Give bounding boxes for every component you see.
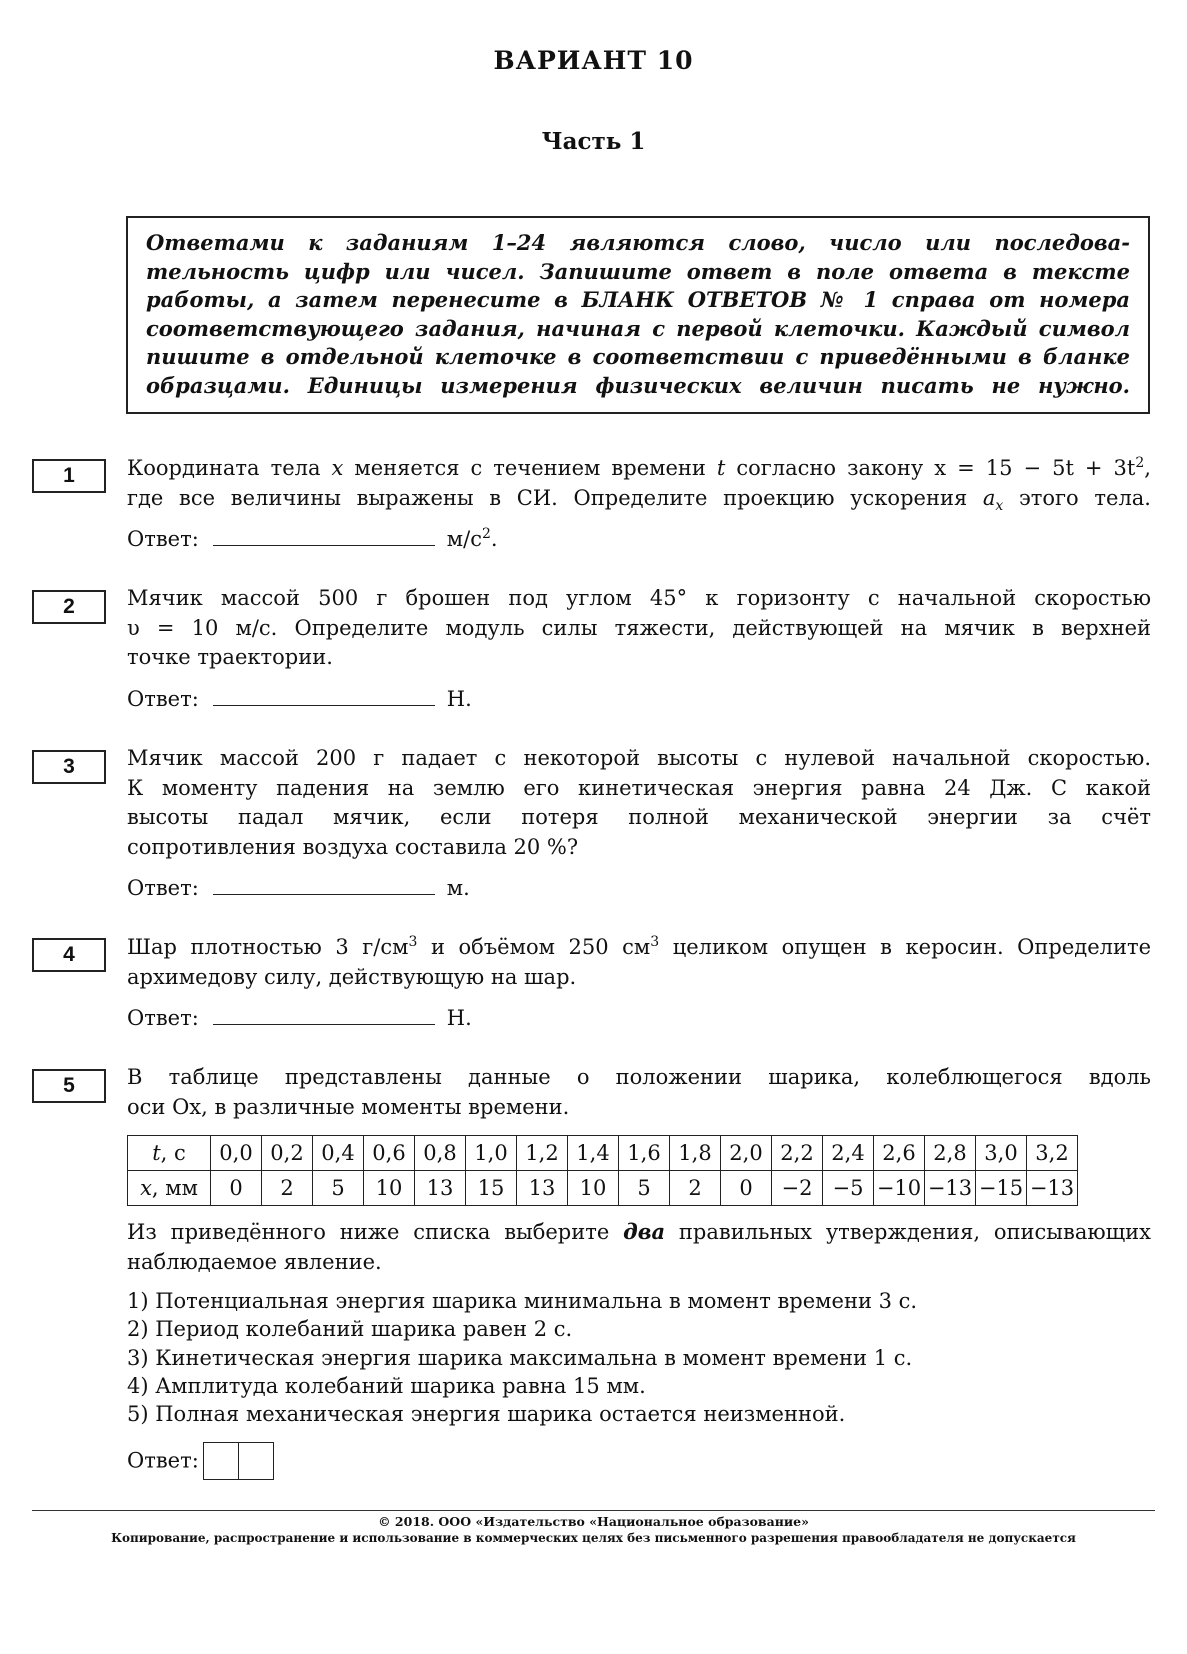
data-table <box>127 1135 1078 1206</box>
table-cell-time: 0,4 <box>313 1136 364 1171</box>
question-line: Шар плотностью 3 $г/см^3$ и объёмом 250 $см^3$ целиком опущен в керосин. Определите <box>127 934 1152 959</box>
question-line: архимедову силу, действующую на шар. <box>127 964 577 989</box>
instructions-box <box>126 216 1150 414</box>
option-item: 4) Амплитуда колебаний шарика равна 15 мм. <box>127 1373 646 1398</box>
data-table-wrap <box>127 1135 1078 1206</box>
instructions-line: пишите в отдельной клеточке в соответствии с приведёнными в бланке <box>146 344 1130 370</box>
variant-title: ВАРИАНТ 10 <box>493 46 694 75</box>
table-cell-position: −13 <box>925 1171 976 1206</box>
answer-cell[interactable] <box>238 1442 274 1480</box>
option-item: 3) Кинетическая энергия шарика максимальна в момент времени 1 с. <box>127 1345 913 1370</box>
table-cell-position: 15 <box>466 1171 517 1206</box>
table-cell-position: 2 <box>670 1171 721 1206</box>
answer-field[interactable] <box>213 876 435 895</box>
answer-field[interactable] <box>213 687 435 706</box>
table-cell-position: 10 <box>568 1171 619 1206</box>
question-1-text <box>127 454 1151 513</box>
question-line: К моменту падения на землю его кинетическая энергия равна 24 Дж. С какой <box>127 775 1151 800</box>
table-cell-position: 2 <box>262 1171 313 1206</box>
question-line: υ = 10 м/с. Определите модуль силы тяжести, действующей на мячик в верхней <box>127 615 1151 640</box>
question-line: Координата тела x меняется с течением времени t согласно закону $x = 15 - 5t + 3t^2$, <box>127 455 1151 480</box>
table-header-cell: t, с <box>128 1136 211 1171</box>
question-line: сопротивления воздуха составила 20 %? <box>127 834 579 859</box>
question-4-text <box>127 933 1151 992</box>
answer-row: Ответ: <box>127 1442 274 1480</box>
table-cell-time: 0,2 <box>262 1136 313 1171</box>
question-5-prompt <box>127 1217 1151 1277</box>
question-5-text <box>127 1063 1151 1122</box>
footer-copyright: © 2018. ООО «Издательство «Национальное образование» <box>378 1514 809 1529</box>
table-cell-position: 13 <box>517 1171 568 1206</box>
table-cell-position: 5 <box>619 1171 670 1206</box>
table-cell-position: 10 <box>364 1171 415 1206</box>
question-line: высоты падал мячик, если потеря полной механической энергии за счёт <box>127 805 1151 829</box>
question-number: 3 <box>32 750 106 784</box>
table-cell-time: 2,0 <box>721 1136 772 1171</box>
question-line: Мячик массой 200 г падает с некоторой высоты с нулевой начальной скоростью. <box>127 746 1151 770</box>
table-header-cell: x, мм <box>128 1171 211 1206</box>
option-item: 2) Период колебаний шарика равен 2 с. <box>127 1317 573 1342</box>
table-cell-time: 1,6 <box>619 1136 670 1171</box>
question-line: В таблице представлены данные о положении шарика, колеблющегося вдоль <box>127 1065 1151 1089</box>
answer-field[interactable] <box>213 527 435 546</box>
question-3-text <box>127 744 1151 862</box>
instructions-line: соответствующего задания, начиная с первой клеточки. Каждый символ <box>146 315 1130 341</box>
question-line: Из приведённого ниже списка выберите два правильных утверждения, описывающих <box>127 1219 1151 1244</box>
question-number: 2 <box>32 590 106 624</box>
question-2-text <box>127 584 1151 673</box>
table-cell-time: 2,2 <box>772 1136 823 1171</box>
answer-row: Ответ: м. <box>127 876 470 900</box>
table-cell-time: 2,6 <box>874 1136 925 1171</box>
footer-notice: Копирование, распространение и использование в коммерческих целях без письменного разрешения правообладателя не допускается <box>111 1531 1076 1545</box>
question-number: 1 <box>32 459 106 493</box>
table-row-position <box>128 1171 1078 1206</box>
answer-row: Ответ: Н. <box>127 687 472 711</box>
answer-row: Ответ: Н. <box>127 1006 472 1030</box>
table-cell-position: −15 <box>976 1171 1027 1206</box>
table-cell-time: 1,8 <box>670 1136 721 1171</box>
question-line: точке траектории. <box>127 645 333 669</box>
table-cell-time: 0,8 <box>415 1136 466 1171</box>
table-cell-time: 1,2 <box>517 1136 568 1171</box>
answer-row: Ответ: $м/с^2$. <box>127 526 498 551</box>
instructions-line: работы, а затем перенесите в БЛАНК ОТВЕТОВ № 1 справа от номера <box>146 287 1130 313</box>
part-title: Часть 1 <box>541 128 646 155</box>
table-row-time <box>128 1136 1078 1171</box>
table-cell-position: −13 <box>1027 1171 1078 1206</box>
question-number: 5 <box>32 1069 106 1103</box>
answer-field[interactable] <box>213 1006 435 1025</box>
question-line: оси Ox, в различные моменты времени. <box>127 1094 570 1119</box>
option-item: 5) Полная механическая энергия шарика остается неизменной. <box>127 1402 846 1427</box>
table-cell-position: −10 <box>874 1171 925 1206</box>
question-number: 4 <box>32 938 106 972</box>
table-cell-time: 2,4 <box>823 1136 874 1171</box>
table-cell-time: 3,2 <box>1027 1136 1078 1171</box>
table-cell-position: 0 <box>211 1171 262 1206</box>
instructions-line: образцами. Единицы измерения физических величин писать не нужно. <box>146 372 1130 398</box>
question-line: Мячик массой 500 г брошен под углом 45° к горизонту с начальной скоростью <box>127 586 1151 610</box>
instructions-line: тельность цифр или чисел. Запишите ответ в поле ответа в тексте <box>146 258 1130 284</box>
table-cell-time: 0,6 <box>364 1136 415 1171</box>
table-cell-time: 1,4 <box>568 1136 619 1171</box>
table-cell-position: 5 <box>313 1171 364 1206</box>
table-cell-position: 0 <box>721 1171 772 1206</box>
table-cell-position: 13 <box>415 1171 466 1206</box>
answer-cell[interactable] <box>203 1442 239 1480</box>
table-cell-time: 1,0 <box>466 1136 517 1171</box>
table-cell-position: −2 <box>772 1171 823 1206</box>
table-cell-time: 2,8 <box>925 1136 976 1171</box>
question-line: наблюдаемое явление. <box>127 1249 382 1274</box>
option-item: 1) Потенциальная энергия шарика минимальна в момент времени 3 с. <box>127 1289 918 1313</box>
footer-divider <box>32 1510 1155 1511</box>
table-cell-time: 0,0 <box>211 1136 262 1171</box>
table-cell-position: −5 <box>823 1171 874 1206</box>
question-line: где все величины выражены в СИ. Определите проекцию ускорения $a_x$ этого тела. <box>127 485 1151 514</box>
instructions-line: Ответами к заданиям 1–24 являются слово, число или последова- <box>146 230 1130 255</box>
formula: x = 15 − 5t + 3t <box>934 456 1136 480</box>
options-list <box>127 1287 917 1428</box>
table-cell-time: 3,0 <box>976 1136 1027 1171</box>
